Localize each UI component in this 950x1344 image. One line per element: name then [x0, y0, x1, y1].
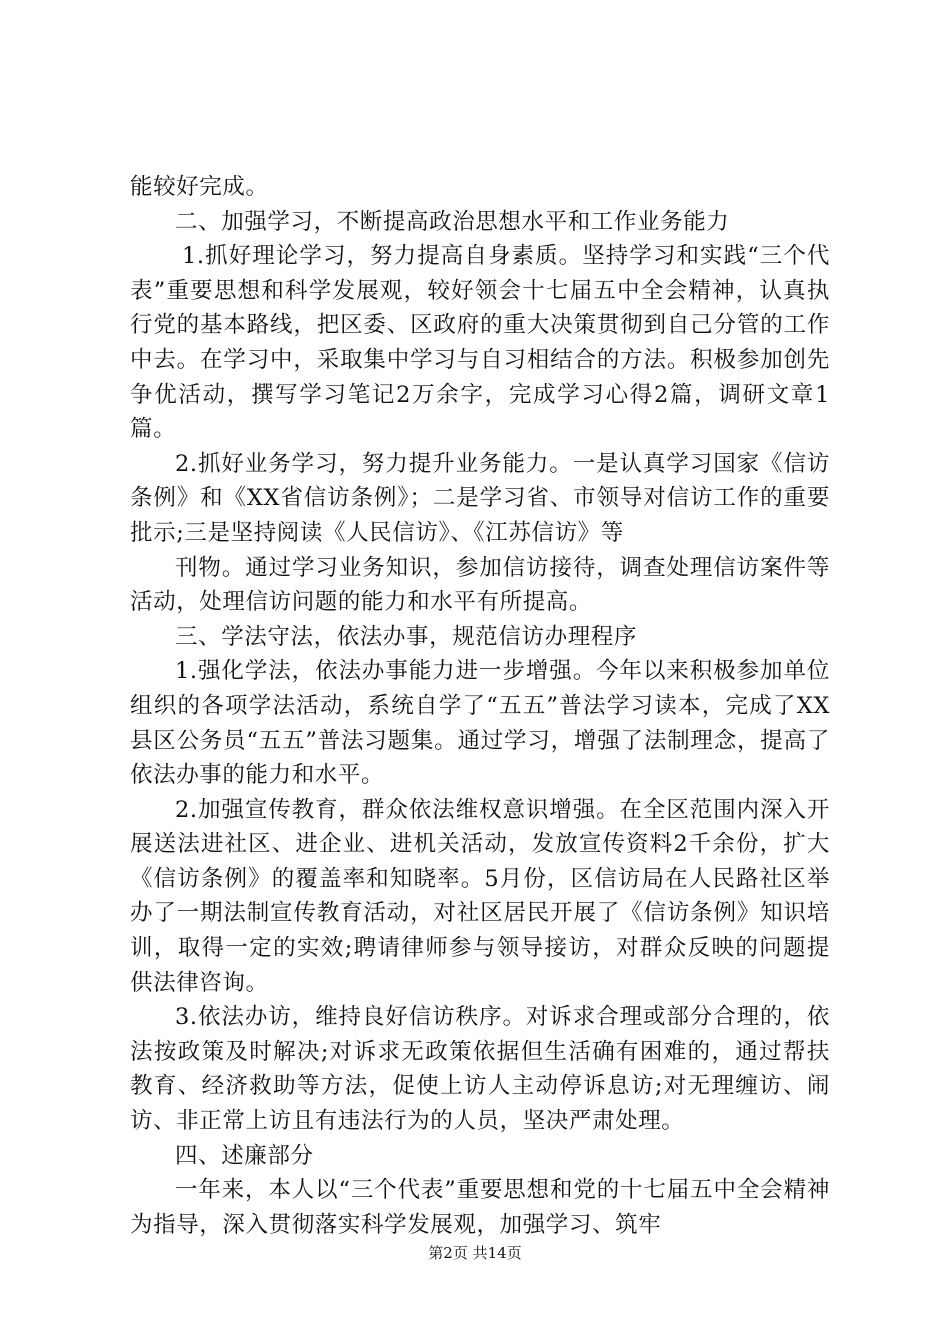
section-heading-3: 三、学法守法，依法办事，规范信访办理程序 — [175, 623, 638, 650]
section-heading-2: 二、加强学习，不断提高政治思想水平和工作业务能力 — [175, 208, 730, 235]
paragraph-theory-study: 1.抓好理论学习，努力提高自身素质。坚持学习和实践“三个代表”重要思想和科学发展观，较好领会十七届五中全会精神，认真执行党的基本路线，把区委、区政府的重大决策贯彻到自己分管的工作中去。在学习中，采取集中学习与自习相结合的方法。积极参加创先争优活动，撰写学习笔记2万余字，完成学习心得2篇，调研文章1篇。 — [130, 243, 830, 443]
page-footer — [0, 1243, 950, 1263]
paragraph-continuation: 能较好完成。 — [130, 174, 269, 200]
paragraph-law-study: 1.强化学法，依法办事能力进一步增强。今年以来积极参加单位组织的各项学法活动，系统自学了“五五”普法学习读本，完成了XX县区公务员“五五”普法习题集。通过学习，增强了法制理念，提高了依法办事的能力和水平。 — [130, 658, 830, 789]
paragraph-petition-order: 3.依法办访，维持良好信访秩序。对诉求合理或部分合理的，依法按政策及时解决;对诉求无政策依据但生活确有困难的，通过帮扶教育、经济救助等方法，促使上访人主动停诉息访;对无理缠访、闹访、非正常上访且有违法行为的人员，坚决严肃处理。 — [130, 1004, 830, 1135]
paragraph-publicity: 2.加强宣传教育，群众依法维权意识增强。在全区范围内深入开展送法进社区、进企业、进机关活动，发放宣传资料2千余份，扩大《信访条例》的覆盖率和知晓率。5月份，区信访局在人民路社区举办了一期法制宣传教育活动，对社区居民开展了《信访条例》知识培训，取得一定的实效;聘请律师参与领导接访，对群众反映的问题提供法律咨询。 — [130, 796, 830, 996]
section-heading-4: 四、述廉部分 — [175, 1142, 314, 1169]
page-indicator: 第2页 共14页 — [428, 1244, 522, 1262]
document-body — [130, 170, 830, 1242]
paragraph-integrity: 一年来，本人以“三个代表”重要思想和党的十七届五中全会精神为指导，深入贯彻落实科学发展观，加强学习、筑牢 — [130, 1177, 830, 1238]
paragraph-business-study-cont: 刊物。通过学习业务知识，参加信访接待，调查处理信访案件等活动，处理信访问题的能力和水平有所提高。 — [130, 554, 830, 616]
paragraph-business-study: 2.抓好业务学习，努力提升业务能力。一是认真学习国家《信访条例》和《XX省信访条例》；二是学习省、市领导对信访工作的重要批示;三是坚持阅读《人民信访》、《江苏信访》等 — [130, 450, 830, 546]
